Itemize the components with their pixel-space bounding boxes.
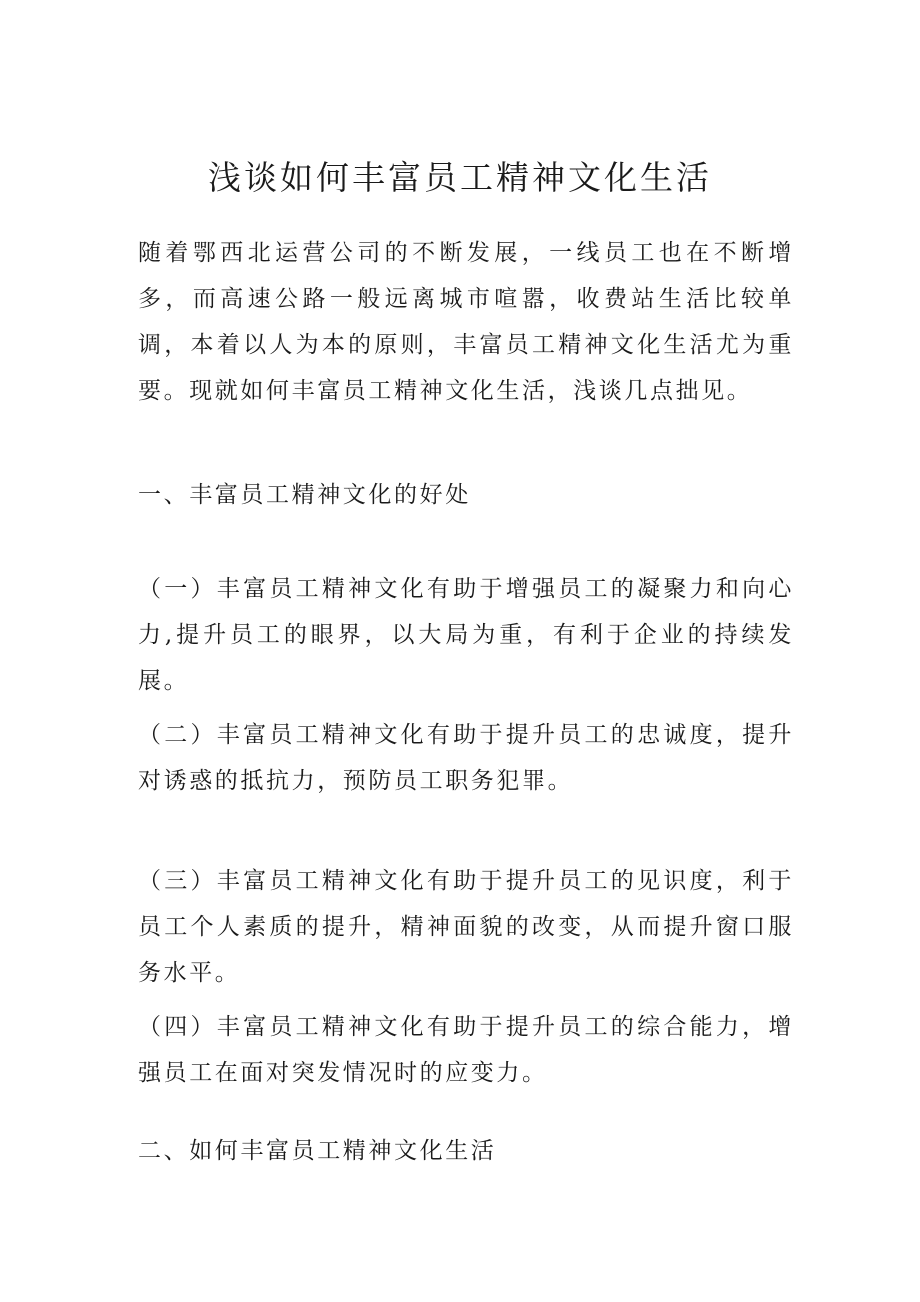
intro-paragraph: 随着鄂西北运营公司的不断发展，一线员工也在不断增多，而高速公路一般远离城市喧嚣，收费站生活比较单调，本着以人为本的原则，丰富员工精神文化生活尤为重要。现就如何丰富员工精神文化生活，浅谈几点拙见。: [138, 240, 794, 404]
benefit-point-3: （三）丰富员工精神文化有助于提升员工的见识度，利于员工个人素质的提升，精神面貌的改变，从而提升窗口服务水平。: [138, 868, 794, 986]
section-heading-1: 一、丰富员工精神文化的好处: [138, 482, 471, 508]
benefit-point-4: （四）丰富员工精神文化有助于提升员工的综合能力，增强员工在面对突发情况时的应变力。: [138, 1014, 794, 1086]
section-heading-2: 二、如何丰富员工精神文化生活: [138, 1138, 497, 1164]
benefit-point-1: （一）丰富员工精神文化有助于增强员工的凝聚力和向心力,提升员工的眼界，以大局为重，有利于企业的持续发展。: [138, 576, 794, 694]
document-title: 浅谈如何丰富员工精神文化生活: [208, 158, 712, 197]
benefit-point-2: （二）丰富员工精神文化有助于提升员工的忠诚度，提升对诱惑的抵抗力，预防员工职务犯罪。: [138, 722, 794, 794]
